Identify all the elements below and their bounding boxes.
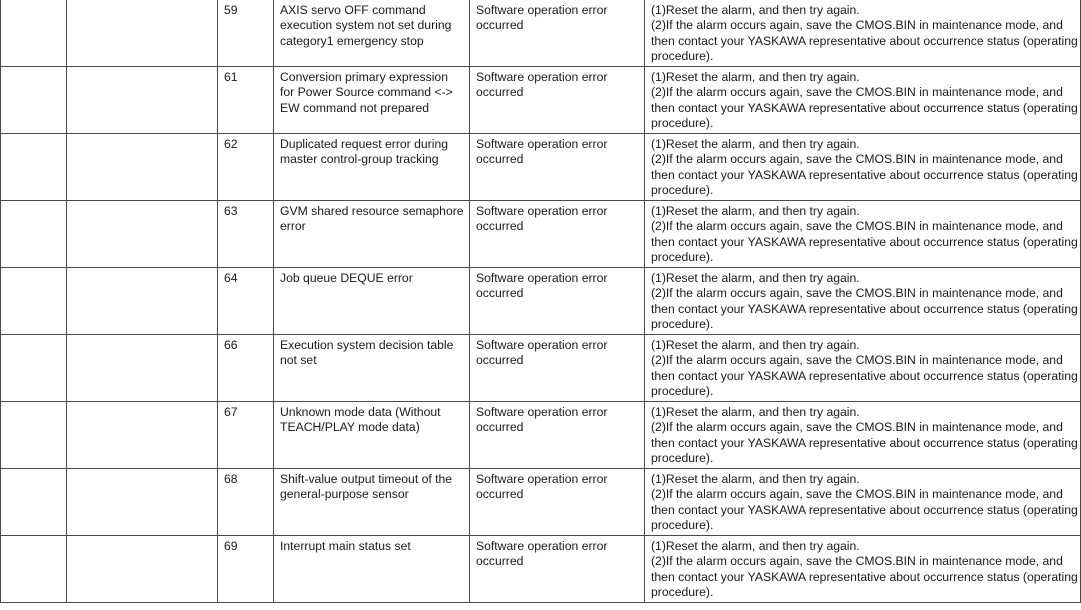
empty-cell: [1, 67, 67, 134]
empty-cell: [67, 134, 218, 201]
meaning-line: Unknown mode data (Without: [280, 405, 441, 419]
remedy-line: (2)If the alarm occurs again, save the CMOS.BIN in maintenance mode, and: [651, 487, 1063, 502]
table-row: [1, 67, 1081, 134]
cause-line: occurred: [476, 286, 524, 301]
remedy-cell: [645, 134, 1081, 201]
empty-cell: [67, 536, 218, 603]
remedy-line: (1)Reset the alarm, and then try again.: [651, 271, 860, 285]
table-row: [1, 402, 1081, 469]
remedy-cell: [645, 268, 1081, 335]
empty-cell: [67, 268, 218, 335]
cause-line: occurred: [476, 219, 524, 234]
sub-code-cell: 61: [218, 67, 274, 134]
remedy-line: procedure).: [651, 250, 714, 265]
remedy-line: (2)If the alarm occurs again, save the CMOS.BIN in maintenance mode, and: [651, 420, 1063, 435]
cause-cell: [470, 469, 645, 536]
meaning-line: EW command not prepared: [280, 100, 430, 115]
sub-code-cell: 66: [218, 335, 274, 402]
remedy-line: (1)Reset the alarm, and then try again.: [651, 472, 860, 486]
empty-cell: [67, 201, 218, 268]
meaning-line: not set: [280, 353, 317, 368]
remedy-line: then contact your YASKAWA representative about occurrence status (operating: [651, 502, 1078, 517]
remedy-line: procedure).: [651, 116, 714, 131]
cause-line: Software operation error: [476, 338, 608, 352]
cause-cell: [470, 402, 645, 469]
empty-cell: [1, 268, 67, 335]
cause-line: occurred: [476, 85, 524, 100]
meaning-line: category1 emergency stop: [280, 33, 424, 48]
cause-cell: [470, 268, 645, 335]
remedy-line: then contact your YASKAWA representative about occurrence status (operating: [651, 100, 1078, 115]
empty-cell: [1, 201, 67, 268]
cause-line: Software operation error: [476, 3, 608, 17]
empty-cell: [67, 335, 218, 402]
cause-line: occurred: [476, 420, 524, 435]
meaning-cell: [274, 134, 470, 201]
meaning-cell: [274, 335, 470, 402]
remedy-line: procedure).: [651, 317, 714, 332]
meaning-cell: [274, 469, 470, 536]
meaning-cell: [274, 0, 470, 67]
table-row: [1, 134, 1081, 201]
remedy-line: (1)Reset the alarm, and then try again.: [651, 137, 860, 151]
remedy-line: (2)If the alarm occurs again, save the CMOS.BIN in maintenance mode, and: [651, 85, 1063, 100]
empty-cell: [67, 469, 218, 536]
cause-line: Software operation error: [476, 405, 608, 419]
remedy-line: procedure).: [651, 518, 714, 533]
remedy-line: (1)Reset the alarm, and then try again.: [651, 539, 860, 553]
remedy-cell: [645, 469, 1081, 536]
empty-cell: [67, 67, 218, 134]
remedy-line: (2)If the alarm occurs again, save the CMOS.BIN in maintenance mode, and: [651, 152, 1063, 167]
alarm-table-body: [1, 0, 1081, 603]
remedy-cell: [645, 335, 1081, 402]
remedy-line: then contact your YASKAWA representative about occurrence status (operating: [651, 435, 1078, 450]
remedy-line: (2)If the alarm occurs again, save the CMOS.BIN in maintenance mode, and: [651, 353, 1063, 368]
remedy-line: (2)If the alarm occurs again, save the CMOS.BIN in maintenance mode, and: [651, 554, 1063, 569]
meaning-line: Shift-value output timeout of the: [280, 472, 453, 486]
remedy-line: (1)Reset the alarm, and then try again.: [651, 3, 860, 17]
empty-cell: [1, 469, 67, 536]
cause-cell: [470, 201, 645, 268]
cause-line: occurred: [476, 353, 524, 368]
remedy-line: (2)If the alarm occurs again, save the CMOS.BIN in maintenance mode, and: [651, 18, 1063, 33]
meaning-line: Job queue DEQUE error: [280, 271, 413, 285]
remedy-line: then contact your YASKAWA representative about occurrence status (operating: [651, 301, 1078, 316]
sub-code-cell: 68: [218, 469, 274, 536]
meaning-line: error: [280, 219, 306, 234]
empty-cell: [67, 402, 218, 469]
cause-cell: [470, 67, 645, 134]
remedy-line: then contact your YASKAWA representative about occurrence status (operating: [651, 569, 1078, 584]
cause-line: occurred: [476, 487, 524, 502]
cause-line: Software operation error: [476, 472, 608, 486]
meaning-line: Duplicated request error during: [280, 137, 449, 151]
table-row: [1, 335, 1081, 402]
meaning-line: master control-group tracking: [280, 152, 439, 167]
meaning-cell: [274, 201, 470, 268]
empty-cell: [1, 134, 67, 201]
cause-line: Software operation error: [476, 137, 608, 151]
remedy-line: (2)If the alarm occurs again, save the CMOS.BIN in maintenance mode, and: [651, 286, 1063, 301]
cause-line: occurred: [476, 152, 524, 167]
sub-code-cell: 62: [218, 134, 274, 201]
remedy-cell: [645, 536, 1081, 603]
cause-cell: [470, 536, 645, 603]
cause-line: occurred: [476, 18, 524, 33]
table-row: [1, 536, 1081, 603]
remedy-line: then contact your YASKAWA representative about occurrence status (operating: [651, 234, 1078, 249]
cause-line: Software operation error: [476, 271, 608, 285]
meaning-line: Execution system decision table: [280, 338, 454, 352]
table-row: [1, 201, 1081, 268]
meaning-line: TEACH/PLAY mode data): [280, 420, 420, 435]
table-row: [1, 469, 1081, 536]
table-row: [1, 0, 1081, 67]
meaning-line: GVM shared resource semaphore: [280, 204, 464, 218]
remedy-line: (1)Reset the alarm, and then try again.: [651, 204, 860, 218]
remedy-line: procedure).: [651, 49, 714, 64]
remedy-cell: [645, 0, 1081, 67]
remedy-line: procedure).: [651, 585, 714, 600]
cause-cell: [470, 134, 645, 201]
meaning-cell: [274, 402, 470, 469]
cause-cell: [470, 335, 645, 402]
meaning-line: general-purpose sensor: [280, 487, 409, 502]
remedy-line: procedure).: [651, 183, 714, 198]
meaning-line: for Power Source command <->: [280, 85, 453, 100]
remedy-line: then contact your YASKAWA representative about occurrence status (operating: [651, 368, 1078, 383]
remedy-cell: [645, 402, 1081, 469]
cause-line: Software operation error: [476, 204, 608, 218]
remedy-line: then contact your YASKAWA representative about occurrence status (operating: [651, 167, 1078, 182]
cause-line: occurred: [476, 554, 524, 569]
meaning-line: AXIS servo OFF command: [280, 3, 426, 17]
empty-cell: [1, 536, 67, 603]
empty-cell: [1, 0, 67, 67]
remedy-line: (1)Reset the alarm, and then try again.: [651, 405, 860, 419]
sub-code-cell: 64: [218, 268, 274, 335]
remedy-line: then contact your YASKAWA representative about occurrence status (operating: [651, 33, 1078, 48]
remedy-cell: [645, 201, 1081, 268]
cause-cell: [470, 0, 645, 67]
meaning-cell: [274, 268, 470, 335]
sub-code-cell: 69: [218, 536, 274, 603]
remedy-line: procedure).: [651, 384, 714, 399]
empty-cell: [1, 335, 67, 402]
remedy-cell: [645, 67, 1081, 134]
cause-line: Software operation error: [476, 539, 608, 553]
empty-cell: [67, 0, 218, 67]
meaning-cell: [274, 536, 470, 603]
remedy-line: procedure).: [651, 451, 714, 466]
sub-code-cell: 59: [218, 0, 274, 67]
meaning-line: execution system not set during: [280, 18, 452, 33]
empty-cell: [1, 402, 67, 469]
meaning-line: Interrupt main status set: [280, 539, 411, 553]
meaning-line: Conversion primary expression: [280, 70, 448, 84]
sub-code-cell: 63: [218, 201, 274, 268]
remedy-line: (1)Reset the alarm, and then try again.: [651, 338, 860, 352]
meaning-cell: [274, 67, 470, 134]
table-row: [1, 268, 1081, 335]
remedy-line: (1)Reset the alarm, and then try again.: [651, 70, 860, 84]
cause-line: Software operation error: [476, 70, 608, 84]
sub-code-cell: 67: [218, 402, 274, 469]
remedy-line: (2)If the alarm occurs again, save the CMOS.BIN in maintenance mode, and: [651, 219, 1063, 234]
